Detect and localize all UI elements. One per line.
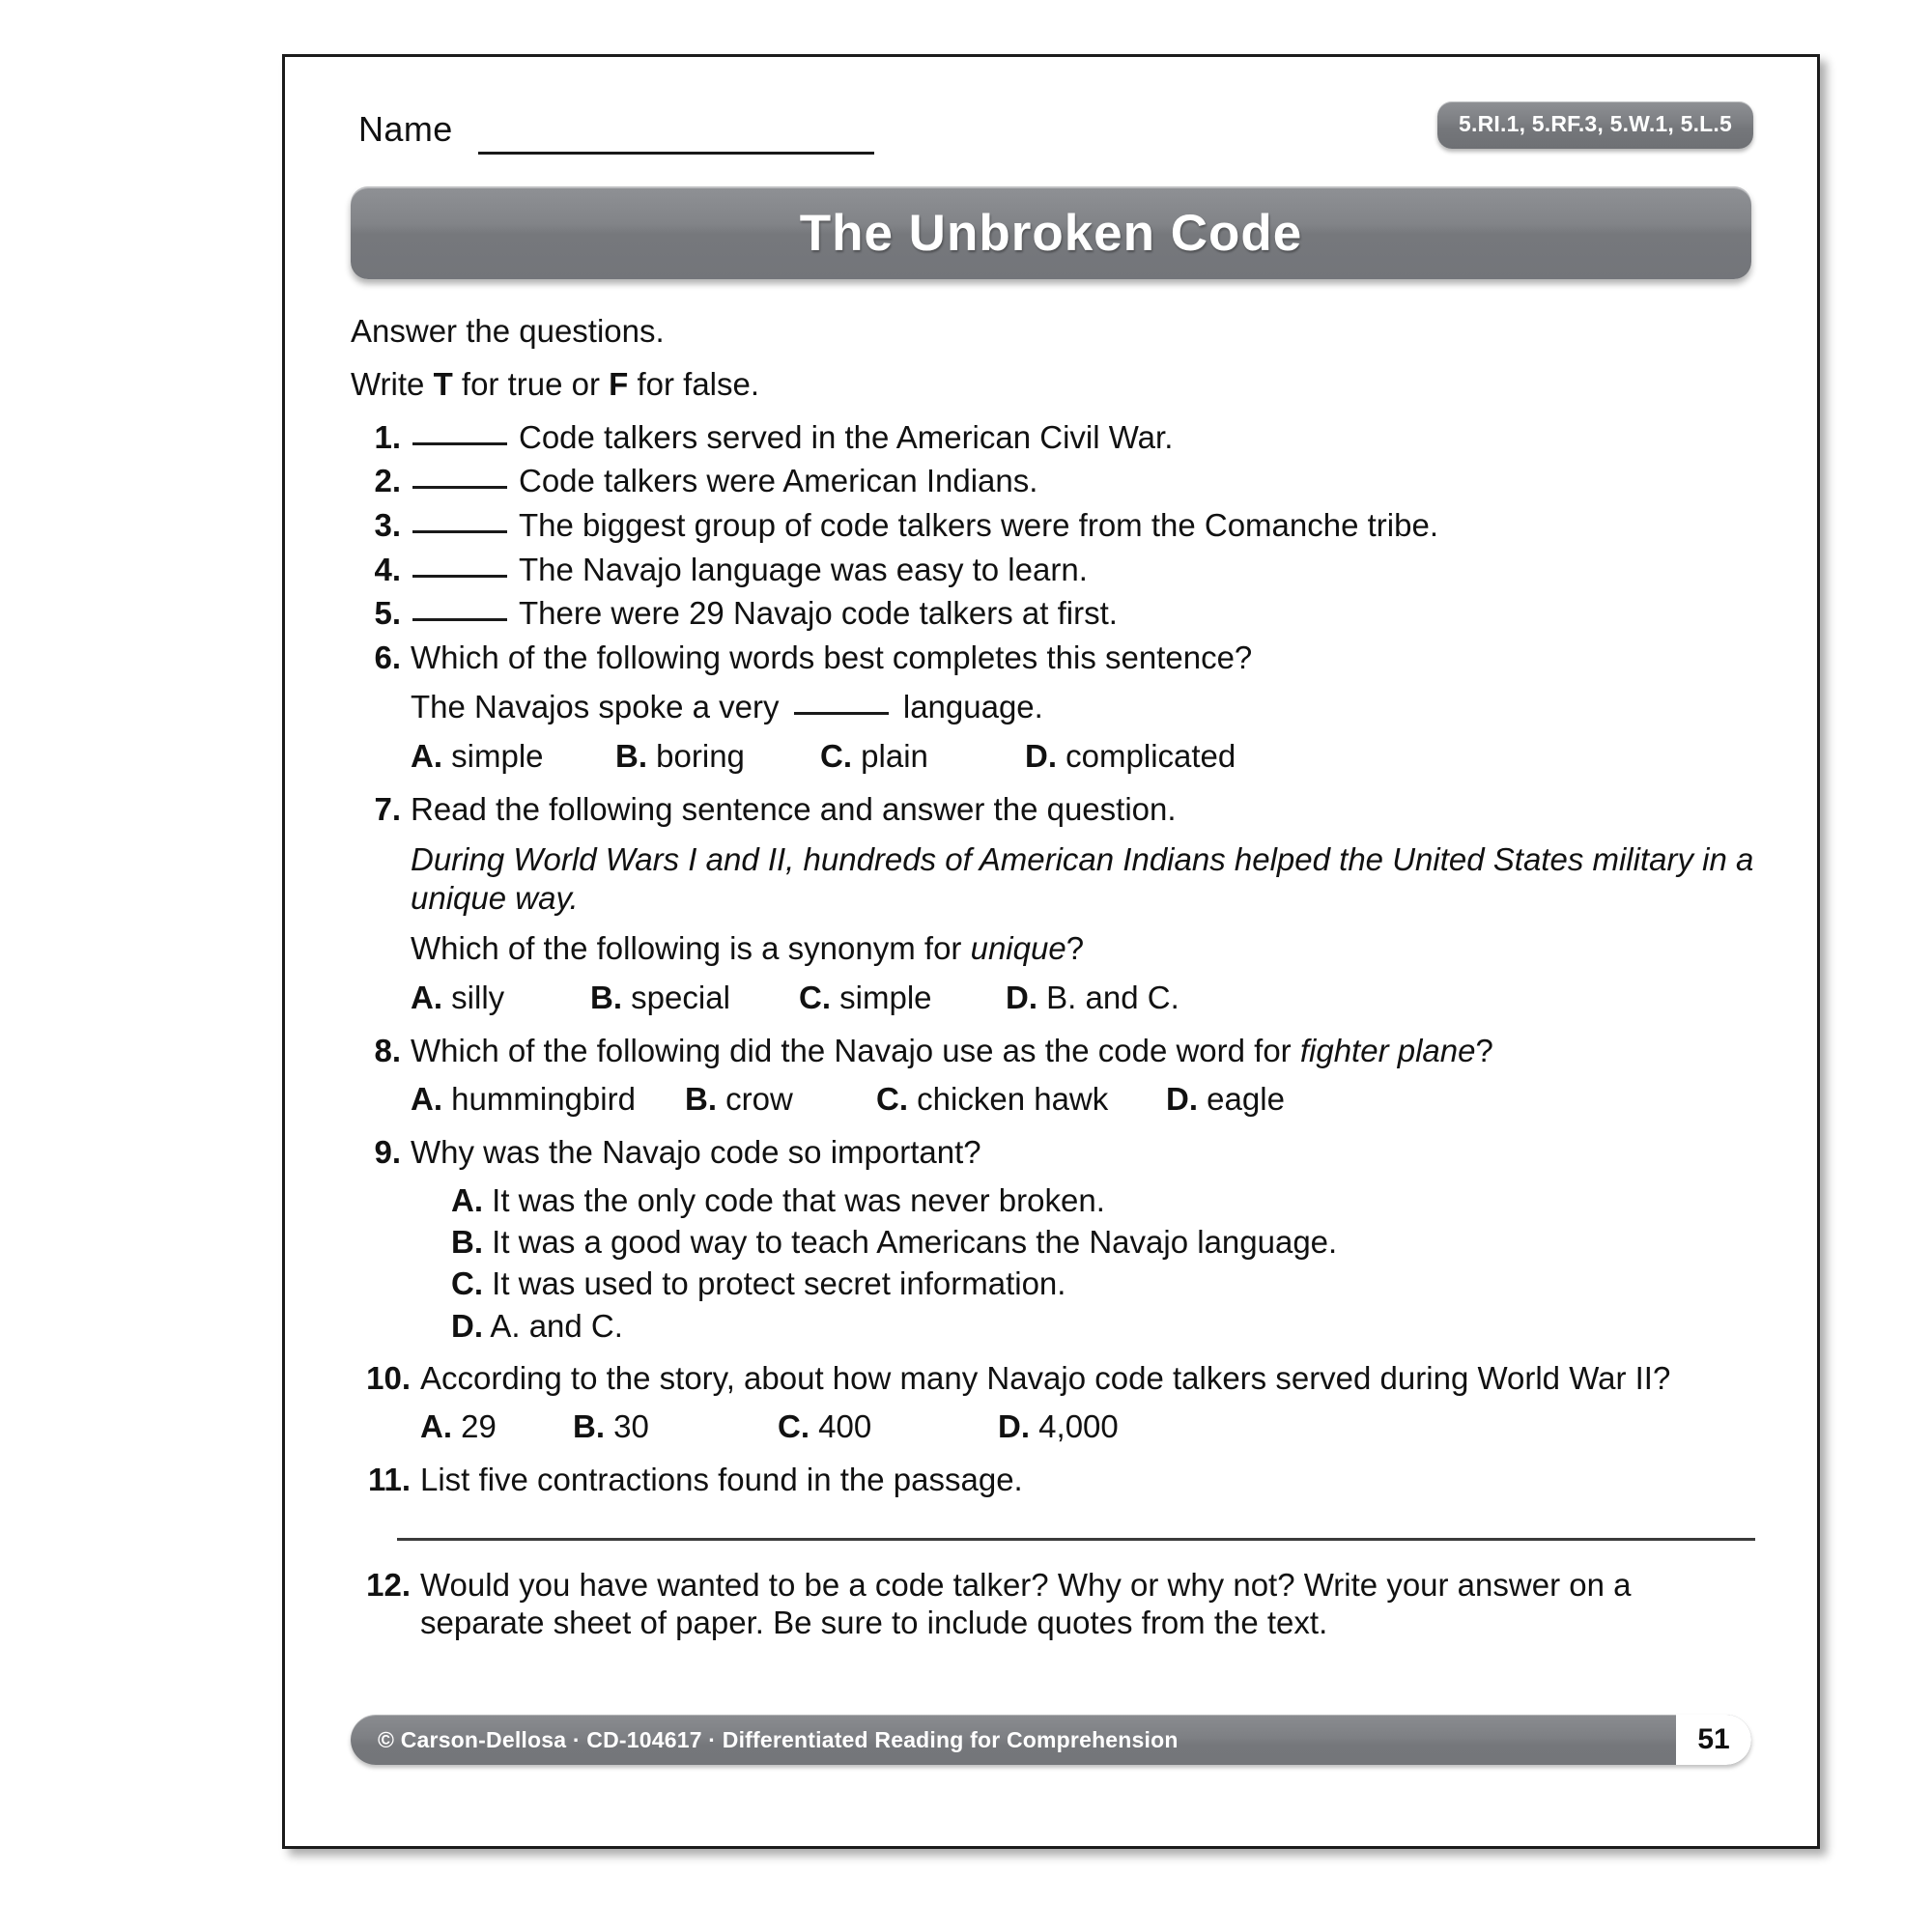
choice-letter: D. bbox=[451, 1307, 483, 1344]
question-number: 5. bbox=[374, 595, 401, 632]
true-false-blank[interactable] bbox=[412, 530, 507, 533]
question-body bbox=[411, 462, 1759, 500]
sentence-suffix: language. bbox=[894, 689, 1043, 725]
question-body bbox=[420, 1359, 1759, 1455]
question-number: 8. bbox=[374, 1033, 401, 1069]
name-input-blank[interactable] bbox=[478, 152, 874, 155]
choice-letter: C. bbox=[876, 1080, 908, 1117]
code-word-italic: fighter plane bbox=[1299, 1033, 1476, 1069]
question-number: 6. bbox=[374, 639, 401, 675]
question-4 bbox=[351, 551, 1759, 589]
questions-container bbox=[343, 312, 1759, 1642]
choice-letter: C. bbox=[451, 1265, 483, 1302]
choice-b[interactable] bbox=[573, 1407, 778, 1446]
true-false-blank[interactable] bbox=[412, 486, 507, 489]
choice-text: eagle bbox=[1207, 1080, 1285, 1117]
prompt-suffix: ? bbox=[1065, 930, 1085, 967]
question-body bbox=[411, 790, 1759, 1026]
choice-letter: A. bbox=[411, 1080, 442, 1117]
choice-text: complicated bbox=[1065, 737, 1236, 774]
instruction-line-1: Answer the questions. bbox=[351, 313, 665, 349]
choice-text: It was the only code that was never broken. bbox=[492, 1181, 1105, 1218]
name-row bbox=[343, 101, 1759, 173]
choice-text: 30 bbox=[613, 1407, 649, 1444]
question-5 bbox=[351, 594, 1759, 633]
fill-in-sentence bbox=[411, 688, 1759, 726]
sentence-blank[interactable] bbox=[794, 712, 889, 715]
worksheet-page bbox=[282, 54, 1820, 1849]
choice-text: crow bbox=[725, 1080, 793, 1117]
prompt-prefix: Which of the following is a synonym for bbox=[411, 930, 971, 967]
choice-text: plain bbox=[861, 737, 928, 774]
choice-letter: B. bbox=[451, 1224, 483, 1261]
instruction-suffix: for false. bbox=[628, 365, 760, 402]
question-body: List five contractions found in the passage. bbox=[420, 1462, 1023, 1498]
choice-letter: B. bbox=[573, 1407, 605, 1444]
answer-write-line[interactable] bbox=[397, 1538, 1755, 1541]
choice-text: B. and C. bbox=[1046, 979, 1179, 1015]
question-text: The biggest group of code talkers were from the Comanche tribe. bbox=[519, 507, 1438, 543]
name-label: Name bbox=[358, 109, 453, 149]
question-body bbox=[411, 639, 1759, 784]
choice-c[interactable] bbox=[778, 1407, 998, 1446]
footer-bar bbox=[351, 1715, 1751, 1765]
choice-text: It was used to protect secret information. bbox=[492, 1265, 1066, 1302]
choices-column bbox=[411, 1181, 1759, 1346]
question-text: Why was the Navajo code so important? bbox=[411, 1134, 981, 1171]
choice-b[interactable] bbox=[615, 737, 820, 776]
choice-text: A. and C. bbox=[490, 1307, 623, 1344]
choice-text: silly bbox=[451, 979, 505, 1015]
choice-letter: D. bbox=[998, 1407, 1030, 1444]
standards-badge: 5.RI.1, 5.RF.3, 5.W.1, 5.L.5 bbox=[1437, 101, 1753, 149]
choice-letter: D. bbox=[1166, 1080, 1198, 1117]
choice-letter: B. bbox=[685, 1080, 717, 1117]
question-number: 11. bbox=[367, 1462, 411, 1498]
choice-letter: B. bbox=[615, 737, 647, 774]
question-body bbox=[411, 506, 1759, 545]
choice-c[interactable] bbox=[799, 979, 1006, 1017]
question-7 bbox=[351, 790, 1759, 1026]
question-text: Code talkers were American Indians. bbox=[519, 463, 1038, 499]
page-number: 51 bbox=[1676, 1715, 1751, 1765]
question-text: According to the story, about how many Navajo code talkers served during World War II? bbox=[420, 1359, 1671, 1396]
choice-text: 29 bbox=[461, 1407, 497, 1444]
choice-d[interactable] bbox=[1166, 1080, 1285, 1119]
instruction-line-2 bbox=[351, 365, 1759, 405]
page-content-area bbox=[285, 57, 1817, 1846]
choice-a[interactable] bbox=[420, 1407, 573, 1446]
choice-text: boring bbox=[656, 737, 745, 774]
choices-row bbox=[411, 737, 1759, 776]
instruction-prefix: Write bbox=[351, 365, 434, 402]
choice-d[interactable] bbox=[998, 1407, 1119, 1446]
true-false-blank[interactable] bbox=[412, 575, 507, 578]
question-text-suffix: ? bbox=[1475, 1033, 1493, 1069]
question-3 bbox=[351, 506, 1759, 545]
choice-c[interactable] bbox=[876, 1080, 1166, 1119]
choices-row bbox=[411, 1080, 1759, 1119]
target-word: unique bbox=[970, 930, 1066, 967]
true-false-blank[interactable] bbox=[412, 618, 507, 621]
choice-text: special bbox=[631, 979, 730, 1015]
choice-a[interactable] bbox=[411, 979, 590, 1017]
question-text: Which of the following words best completes this sentence? bbox=[411, 639, 1253, 675]
choice-text: 4,000 bbox=[1038, 1407, 1119, 1444]
question-number: 3. bbox=[374, 507, 401, 543]
choice-letter: C. bbox=[778, 1407, 810, 1444]
choice-letter: B. bbox=[590, 979, 622, 1015]
sentence-prefix: The Navajos spoke a very bbox=[411, 689, 788, 725]
choice-a[interactable] bbox=[411, 737, 615, 776]
question-text-prefix: Which of the following did the Navajo use as the code word for bbox=[411, 1033, 1300, 1069]
choices-row bbox=[411, 979, 1759, 1017]
choice-a[interactable] bbox=[411, 1080, 685, 1119]
question-body bbox=[411, 418, 1759, 457]
choice-letter: A. bbox=[451, 1181, 483, 1218]
question-body bbox=[411, 1133, 1759, 1353]
choices-row bbox=[420, 1407, 1759, 1446]
question-9 bbox=[351, 1133, 1759, 1353]
question-number: 4. bbox=[374, 551, 401, 587]
choice-text: chicken hawk bbox=[917, 1080, 1109, 1117]
question-number: 7. bbox=[374, 791, 401, 828]
choice-d[interactable] bbox=[451, 1307, 1759, 1346]
question-body bbox=[411, 594, 1759, 633]
choice-letter: A. bbox=[411, 979, 442, 1015]
question-1 bbox=[351, 418, 1759, 457]
quoted-passage: During World Wars I and II, hundreds of American Indians helped the United States military in a unique way. bbox=[411, 840, 1754, 917]
instruction-middle: for true or bbox=[452, 365, 610, 402]
question-6 bbox=[351, 639, 1759, 784]
question-11 bbox=[351, 1461, 1759, 1499]
question-number: 1. bbox=[374, 418, 401, 455]
question-body bbox=[411, 1032, 1759, 1127]
title-banner bbox=[351, 186, 1751, 279]
question-text: There were 29 Navajo code talkers at first. bbox=[519, 595, 1118, 632]
choice-text: simple bbox=[839, 979, 932, 1015]
choice-d[interactable] bbox=[1025, 737, 1236, 776]
question-body bbox=[411, 551, 1759, 589]
choice-d[interactable] bbox=[1006, 979, 1179, 1017]
choice-letter: A. bbox=[411, 737, 442, 774]
page-title: The Unbroken Code bbox=[799, 204, 1303, 262]
true-false-blank[interactable] bbox=[412, 442, 507, 445]
question-number: 2. bbox=[374, 463, 401, 499]
question-body: Would you have wanted to be a code talker? Why or why not? Write your answer on a separate sheet of paper. Be sure to include quotes from the text. bbox=[420, 1566, 1632, 1641]
choice-b[interactable] bbox=[451, 1223, 1759, 1262]
choice-letter: C. bbox=[820, 737, 852, 774]
choice-a[interactable] bbox=[451, 1181, 1759, 1220]
false-letter: F bbox=[609, 365, 629, 402]
question-2 bbox=[351, 462, 1759, 500]
choice-text: hummingbird bbox=[451, 1080, 636, 1117]
question-text: Read the following sentence and answer the question. bbox=[411, 791, 1177, 828]
choice-text: 400 bbox=[818, 1407, 872, 1444]
question-number: 12. bbox=[366, 1566, 411, 1603]
choice-c[interactable] bbox=[451, 1264, 1759, 1303]
choice-c[interactable] bbox=[820, 737, 1025, 776]
choice-text: simple bbox=[451, 737, 544, 774]
question-number: 10. bbox=[366, 1359, 411, 1396]
choice-text: It was a good way to teach Americans the Navajo language. bbox=[492, 1224, 1338, 1261]
choice-letter: C. bbox=[799, 979, 831, 1015]
choice-letter: D. bbox=[1006, 979, 1037, 1015]
question-8 bbox=[351, 1032, 1759, 1127]
footer-credit: © Carson-Dellosa · CD-104617 · Differentiated Reading for Comprehension bbox=[378, 1726, 1179, 1752]
question-text: Code talkers served in the American Civil War. bbox=[519, 418, 1174, 455]
choice-b[interactable] bbox=[685, 1080, 876, 1119]
synonym-prompt bbox=[411, 929, 1759, 968]
choice-b[interactable] bbox=[590, 979, 799, 1017]
question-text: The Navajo language was easy to learn. bbox=[519, 551, 1088, 587]
question-number: 9. bbox=[374, 1134, 401, 1171]
true-letter: T bbox=[433, 365, 453, 402]
question-10 bbox=[351, 1359, 1759, 1455]
choice-letter: A. bbox=[420, 1407, 452, 1444]
question-12 bbox=[351, 1566, 1759, 1642]
choice-letter: D. bbox=[1025, 737, 1057, 774]
